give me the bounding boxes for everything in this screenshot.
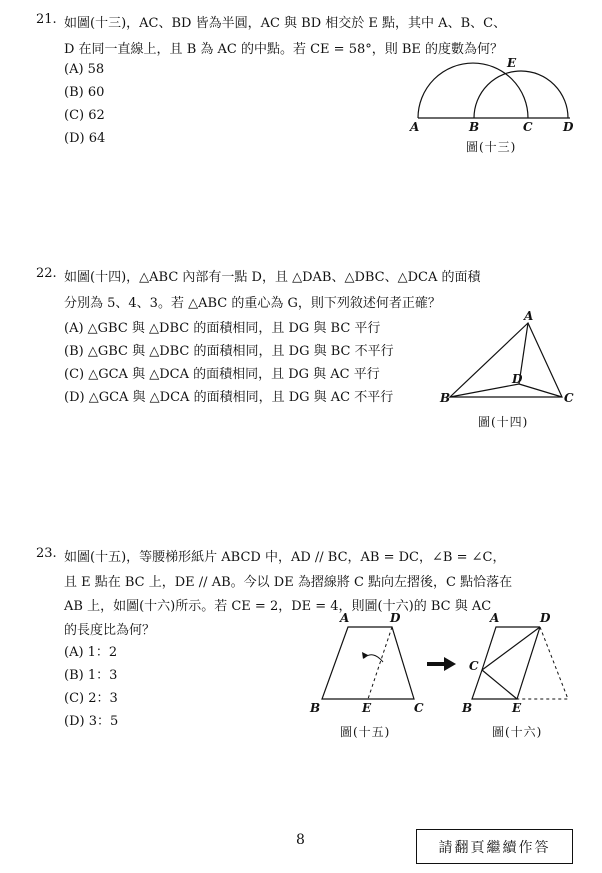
q23-line4: 的長度比為何？ [64, 623, 156, 638]
q23-line3: AB 上，如圖(十六)所示。若 CE = 2，DE = 4，則圖(十六)的 BC 與 AC [64, 599, 492, 614]
fig16-label-b: B [462, 701, 473, 715]
q21-option-b[interactable]: (B) 60 [64, 85, 105, 100]
fig15-caption: 圖(十五) [340, 725, 391, 739]
q21-option-d[interactable]: (D) 64 [64, 131, 106, 146]
fig14-label-c: C [564, 391, 574, 405]
fig16-label-a: A [490, 611, 500, 625]
q21-option-c[interactable]: (C) 62 [64, 108, 105, 123]
fig13-caption: 圖(十三) [466, 140, 517, 154]
fig13-label-d: D [563, 120, 574, 134]
fig15-label-a: A [340, 611, 350, 625]
page-number: 8 [296, 832, 305, 848]
continue-box [416, 829, 573, 864]
q22-number: 22. [36, 266, 57, 281]
q22-option-d[interactable]: (D) △GCA 與 △DCA 的面積相同，且 DG 與 AC 不平行 [64, 390, 394, 405]
fig13-label-a: A [410, 120, 420, 134]
fig15-label-c: C [414, 701, 424, 715]
fig16-label-d: D [540, 611, 551, 625]
fig15-label-b: B [310, 701, 321, 715]
q23-option-c[interactable]: (C) 2：3 [64, 691, 118, 706]
q23-line1: 如圖(十五)，等腰梯形紙片 ABCD 中，AD // BC，AB = DC，∠B = ∠C， [64, 550, 506, 565]
fig13-label-c: C [523, 120, 533, 134]
q22-line2: 分別為 5、4、3。若 △ABC 的重心為 G，則下列敘述何者正確？ [64, 296, 441, 311]
continue-label: 請翻頁繼續作答 [438, 839, 551, 856]
fig15-label-d: D [390, 611, 401, 625]
q23-option-b[interactable]: (B) 1：3 [64, 668, 118, 683]
fig16-caption: 圖(十六) [492, 725, 543, 739]
q22-option-a[interactable]: (A) △GBC 與 △DBC 的面積相同，且 DG 與 BC 平行 [64, 321, 381, 336]
fig15-label-e: E [362, 701, 372, 715]
q21-number: 21. [36, 12, 57, 27]
q22-option-c[interactable]: (C) △GCA 與 △DCA 的面積相同，且 DG 與 AC 平行 [64, 367, 380, 382]
q21-option-a[interactable]: (A) 58 [64, 62, 105, 77]
fig13-label-e: E [507, 56, 517, 70]
fig14-label-b: B [440, 391, 451, 405]
q21-line1: 如圖(十三)，AC、BD 皆為半圓，AC 與 BD 相交於 E 點，其中 A、B、C、 [64, 16, 507, 31]
q22-line1: 如圖(十四)，△ABC 內部有一點 D，且 △DAB、△DBC、△DCA 的面積 [64, 270, 481, 285]
fig14-caption: 圖(十四) [478, 415, 529, 429]
q23-number: 23. [36, 546, 57, 561]
q22-option-b[interactable]: (B) △GBC 與 △DBC 的面積相同，且 DG 與 BC 不平行 [64, 344, 394, 359]
fig16-label-c: C [469, 659, 479, 673]
fig14-label-a: A [524, 309, 534, 323]
fig13-label-b: B [469, 120, 480, 134]
fig14-label-d: D [512, 372, 523, 386]
q23-option-d[interactable]: (D) 3：5 [64, 714, 119, 729]
q23-line2: 且 E 點在 BC 上，DE // AB。今以 DE 為摺線將 C 點向左摺後，C 點恰落在 [64, 575, 513, 590]
q23-option-a[interactable]: (A) 1：2 [64, 645, 118, 660]
fig16-label-e: E [512, 701, 522, 715]
q21-line2: D 在同一直線上，且 B 為 AC 的中點。若 CE = 58°，則 BE 的度數為何？ [64, 42, 504, 57]
